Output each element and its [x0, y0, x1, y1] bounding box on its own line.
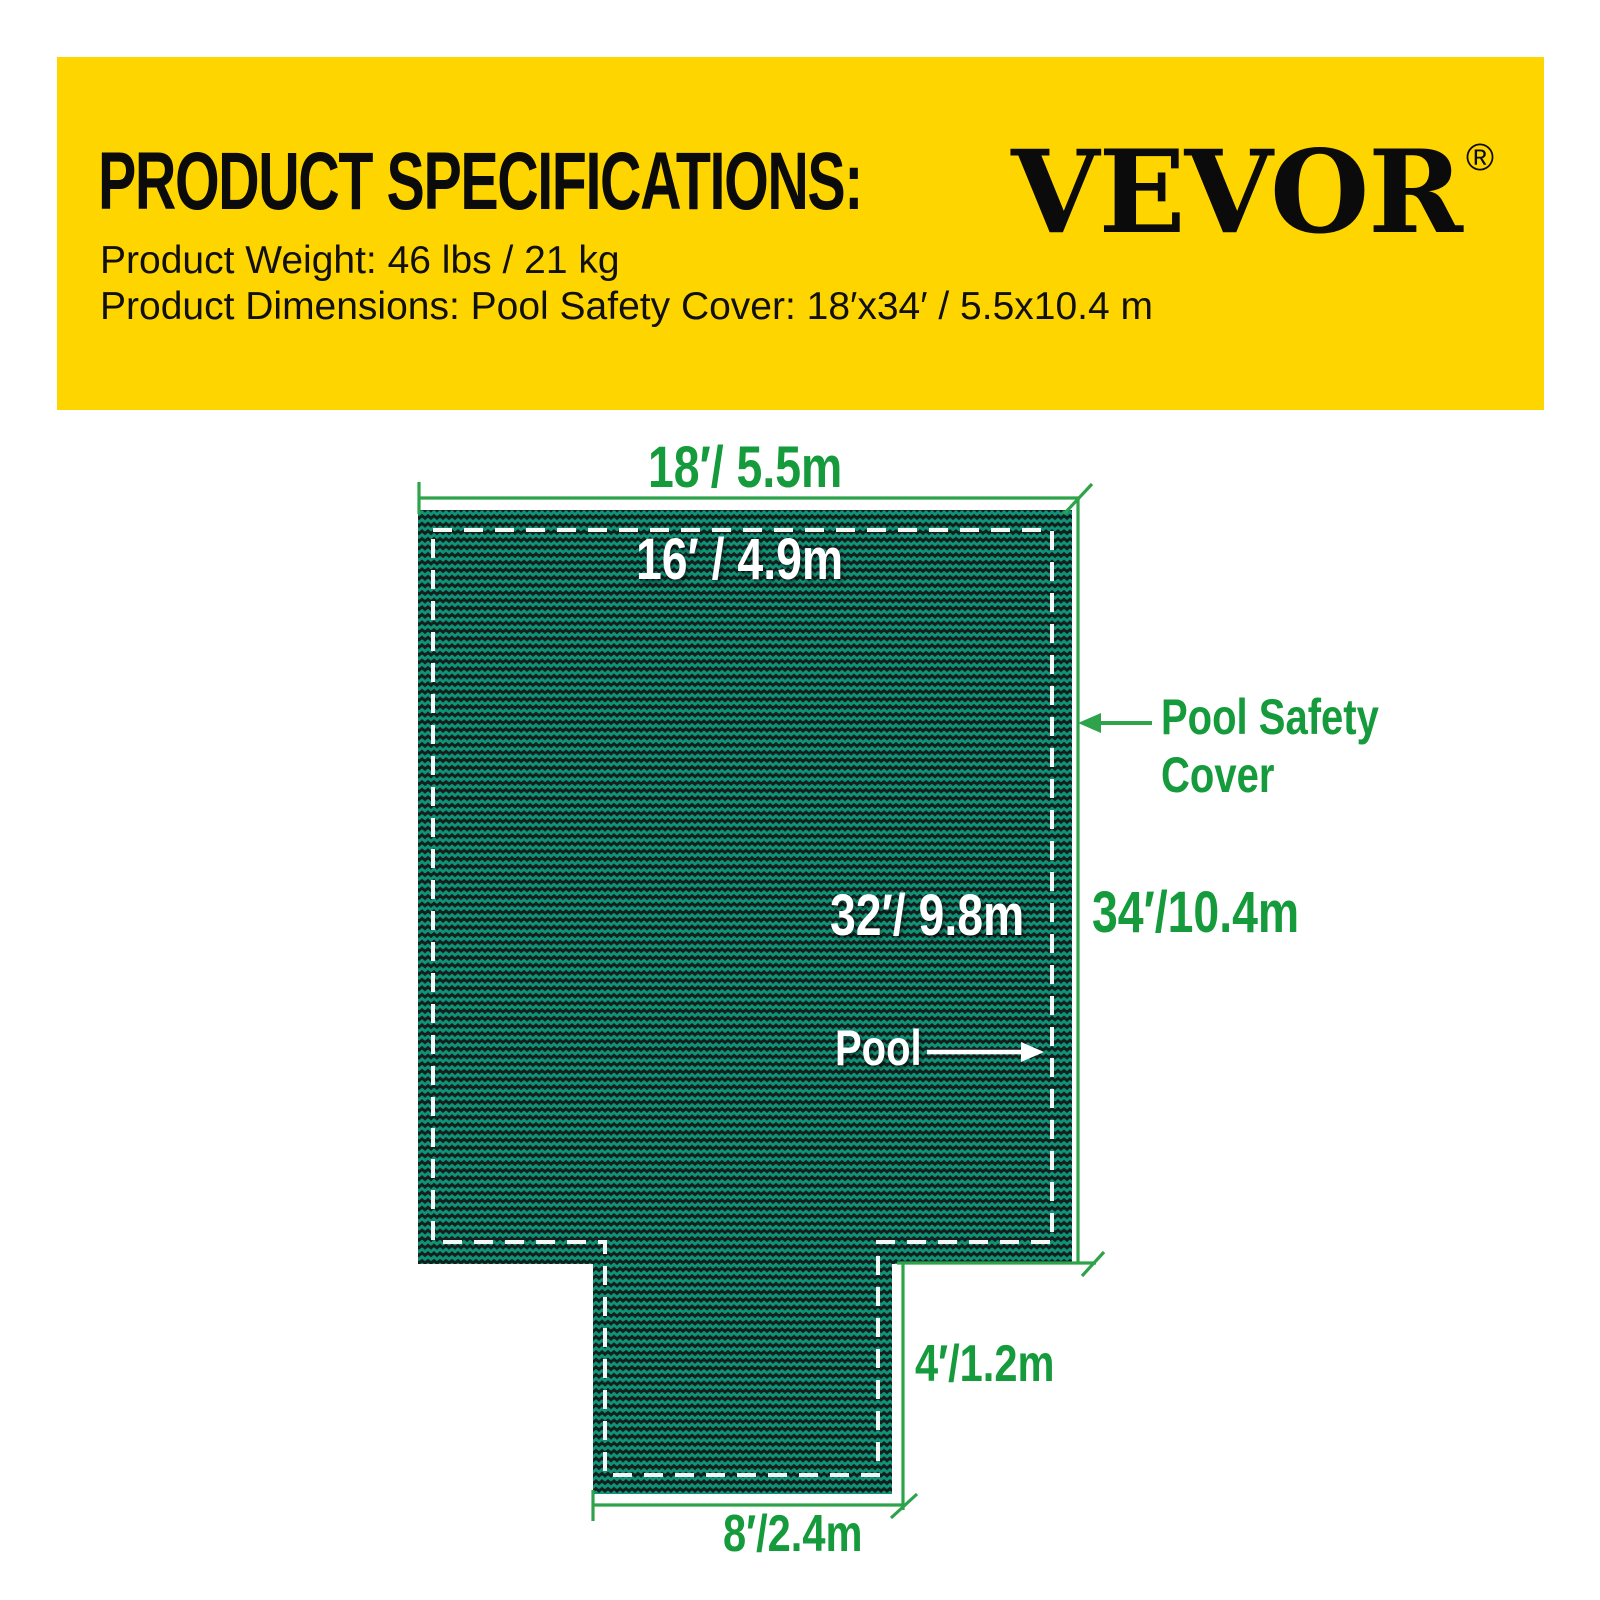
cover-callout-arrow — [1078, 713, 1152, 733]
product-dimensions-line: Product Dimensions: Pool Safety Cover: 18′x34′ / 5.5x10.4 m — [100, 285, 1153, 328]
product-weight-line: Product Weight: 46 lbs / 21 kg — [100, 239, 620, 282]
label-pool-length: 32′/ 9.8m — [830, 883, 1025, 948]
label-cover-length: 34′/10.4m — [1092, 880, 1300, 945]
label-step-height: 4′/1.2m — [915, 1335, 1055, 1393]
registered-trademark-mark: ® — [1466, 137, 1494, 179]
label-cover-width: 18′/ 5.5m — [648, 435, 843, 500]
label-step-width: 8′/2.4m — [723, 1505, 863, 1563]
label-pool-safety-cover: Pool Safety Cover — [1161, 689, 1379, 803]
vevor-logo-text: VEVOR — [1011, 125, 1462, 259]
label-pool: Pool — [835, 1020, 922, 1076]
banner-title: PRODUCT SPECIFICATIONS: — [98, 136, 862, 227]
label-pool-width: 16′ / 4.9m — [636, 527, 844, 592]
